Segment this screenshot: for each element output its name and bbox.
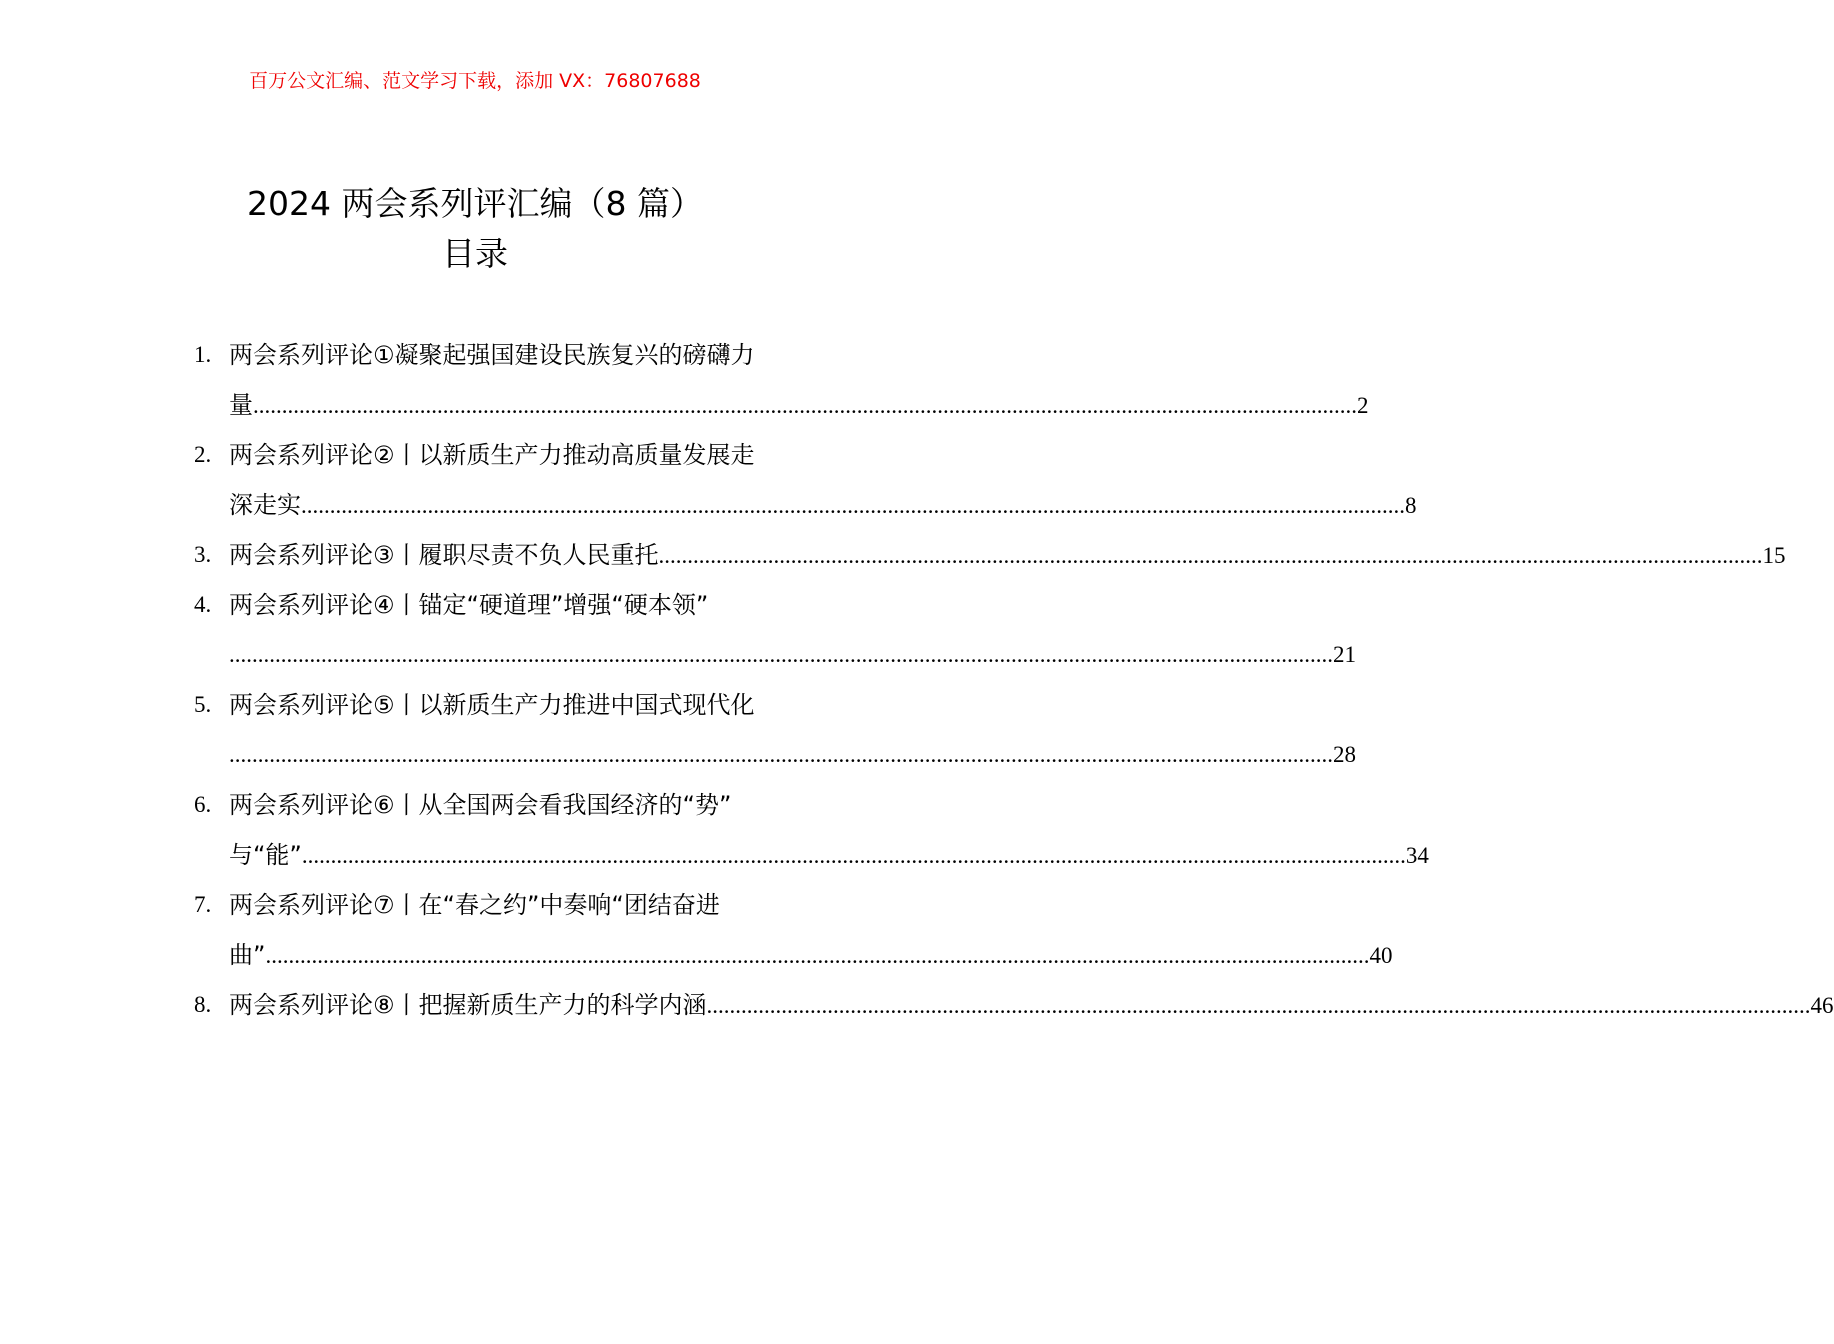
toc-entry-title: 两会系列评论③丨履职尽责不负人民重托: [229, 541, 659, 569]
toc-entry[interactable]: [0, 680, 1356, 780]
toc-page-number: 8: [1405, 493, 1417, 518]
toc-dot-leader: ................................................................................................................................................................................................: [301, 493, 1405, 518]
toc-entry-number: 6.: [194, 792, 212, 817]
toc-dot-leader: ................................................................................................................................................................................................: [658, 543, 1763, 568]
toc-dot-leader: ................................................................................................................................................................................................: [301, 843, 1406, 868]
toc-entry-title: 两会系列评论④丨锚定“硬道理”增强“硬本领”: [229, 591, 709, 619]
toc-dot-leader: ................................................................................................................................................................................................: [706, 993, 1811, 1018]
toc-entry-number: 7.: [194, 892, 212, 917]
toc-entry-title: 两会系列评论⑥丨从全国两会看我国经济的“势”: [229, 791, 732, 819]
toc-entry-title: 两会系列评论⑧丨把握新质生产力的科学内涵: [229, 991, 707, 1019]
toc-page-number: 15: [1762, 543, 1786, 568]
toc-entry[interactable]: [0, 330, 1369, 430]
toc-entry[interactable]: [0, 430, 1417, 530]
toc-entry-number: 5.: [194, 692, 212, 717]
toc-entry-title-continued: 曲”: [229, 941, 266, 969]
table-of-contents: [0, 330, 1834, 1030]
toc-entry[interactable]: [0, 530, 1786, 580]
toc-heading: 目录: [442, 234, 508, 273]
toc-entry-title: 两会系列评论②丨以新质生产力推动高质量发展走: [229, 441, 755, 469]
toc-entry-number: 3.: [194, 542, 212, 567]
toc-entry[interactable]: [0, 580, 1356, 680]
header-note: 百万公文汇编、范文学习下载，添加 VX：76807688: [249, 70, 701, 92]
toc-page-number: 21: [1333, 642, 1356, 667]
toc-entry-title: 两会系列评论①凝聚起强国建设民族复兴的磅礴力: [229, 341, 755, 369]
toc-entry-number: 1.: [194, 342, 212, 367]
toc-entry[interactable]: [0, 980, 1834, 1030]
toc-page-number: 46: [1810, 993, 1834, 1018]
toc-entry[interactable]: [0, 880, 1393, 980]
toc-dot-leader: ................................................................................................................................................................................................: [265, 943, 1370, 968]
toc-entry-number: 8.: [194, 992, 212, 1017]
toc-entry-title-continued: 量: [229, 391, 253, 419]
toc-page-number: 34: [1405, 843, 1429, 868]
toc-page-number: 28: [1333, 742, 1356, 767]
toc-entry[interactable]: [0, 780, 1429, 880]
toc-page-number: 2: [1357, 393, 1369, 418]
toc-dot-leader: ................................................................................................................................................................................................: [229, 642, 1333, 667]
toc-page-number: 40: [1369, 943, 1393, 968]
toc-entry-number: 4.: [194, 592, 212, 617]
toc-entry-title-continued: 与“能”: [229, 841, 302, 869]
toc-dot-leader: ................................................................................................................................................................................................: [229, 742, 1333, 767]
document-title: 2024 两会系列评汇编（8 篇）: [247, 184, 703, 223]
toc-entry-title-continued: 深走实: [229, 491, 301, 519]
toc-entry-title: 两会系列评论⑤丨以新质生产力推进中国式现代化: [229, 691, 755, 719]
toc-dot-leader: ................................................................................................................................................................................................: [253, 393, 1357, 418]
toc-entry-title: 两会系列评论⑦丨在“春之约”中奏响“团结奋进: [229, 891, 720, 919]
toc-entry-number: 2.: [194, 442, 212, 467]
